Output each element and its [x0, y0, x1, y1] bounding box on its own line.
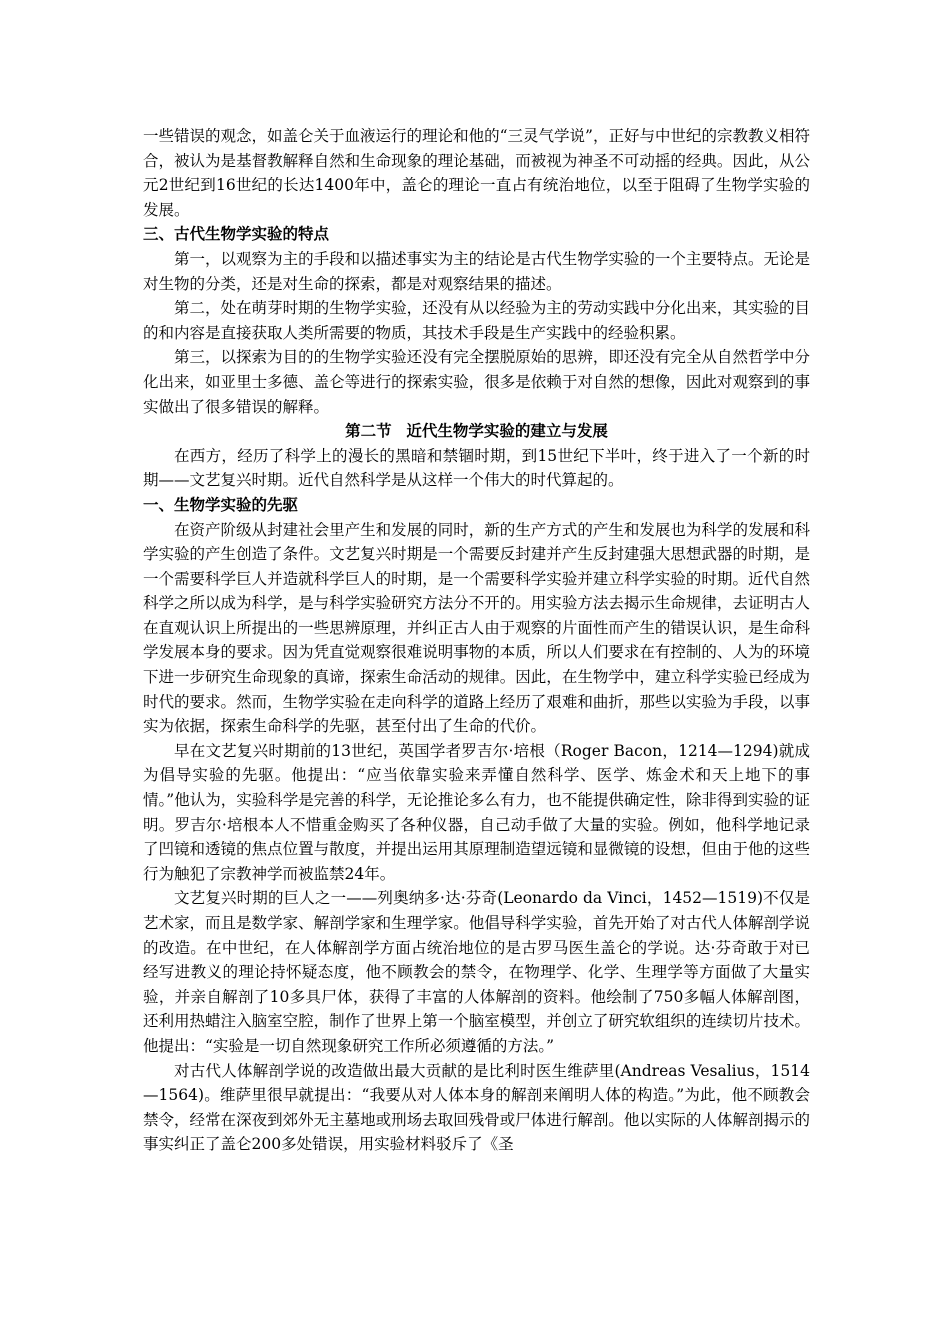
section-heading-pioneers: 一、生物学实验的先驱	[143, 494, 299, 514]
paragraph-da-vinci: 文艺复兴时期的巨人之一——列奥纳多·达·芬奇(Leonardo da Vinci，1452—1519)不仅是艺术家，而且是数学家、解剖学家和生理学家。他倡导科学实验，首先开始了对古代人体解剖学说的改造。在中世纪，在人体解剖学方面占统治地位的是古罗马医生盖仑的学说。达·芬奇敢于对已经写进教义的理论持怀疑态度，他不顾教会的禁令，在物理学、化学、生理学等方面做了大量实验，并亲自解剖了10多具尸体，获得了丰富的人体解剖的资料。他绘制了750多幅人体解剖图，还利用热蜡注入脑室空腔，制作了世界上第一个脑室模型，并创立了研究软组织的连续切片技术。他提出：“实验是一切自然现象研究工作所必须遵循的方法。”	[143, 889, 810, 1055]
paragraph-roger-bacon: 早在文艺复兴时期前的13世纪，英国学者罗吉尔·培根（Roger Bacon，1214—1294)就成为倡导实验的先驱。他提出：“应当依靠实验来弄懂自然科学、医学、炼金术和天上地下的事情。”他认为，实验科学是完善的科学，无论推论多么有力，也不能提供确定性，除非得到实验的证明。罗吉尔·培根本人不惜重金购买了各种仪器，自己动手做了大量的实验。例如，他科学地记录了凹镜和透镜的焦点位置与散度，并提出运用其原理制造望远镜和显微镜的设想，但由于他的这些行为触犯了宗教神学而被监禁24年。	[143, 741, 810, 883]
document-page	[143, 124, 810, 1157]
paragraph-bourgeois-era: 在资产阶级从封建社会里产生和发展的同时，新的生产方式的产生和发展也为科学的发展和科学实验的产生创造了条件。文艺复兴时期是一个需要反封建并产生反封建强大思想武器的时期，是一个需要科学巨人并造就科学巨人的时期，是一个需要科学实验并建立科学实验的时期。近代自然科学之所以成为科学，是与科学实验研究方法分不开的。用实验方法去揭示生命规律，去证明古人在直观认识上所提出的一些思辨原理，并纠正古人由于观察的片面性而产生的错误认识，是生命科学发展本身的要求。因为凭直觉观察很难说明事物的本质，所以人们要求在有控制的、人为的环境下进一步研究生命现象的真谛，探索生命活动的规律。因此，在生物学中，建立科学实验已经成为时代的要求。然而，生物学实验在走向科学的道路上经历了艰难和曲折，那些以实验为手段，以事实为依据，探索生命科学的先驱，甚至付出了生命的代价。	[143, 520, 810, 736]
chapter-title: 第二节 近代生物学实验的建立与发展	[345, 421, 608, 441]
paragraph-renaissance: 在西方，经历了科学上的漫长的黑暗和禁锢时期，到15世纪下半叶，终于进入了一个新的时期——文艺复兴时期。近代自然科学是从这样一个伟大的时代算起的。	[143, 446, 810, 490]
section-heading-characteristics: 三、古代生物学实验的特点	[143, 224, 330, 244]
paragraph-third-characteristic: 第三，以探索为目的的生物学实验还没有完全摆脱原始的思辨，即还没有完全从自然哲学中分化出来，如亚里士多德、盖仑等进行的探索实验，很多是依赖于对自然的想像，因此对观察到的事实做出了很多错误的解释。	[143, 348, 810, 416]
paragraph-vesalius: 对古代人体解剖学说的改造做出最大贡献的是比利时医生维萨里(Andreas Vesalius，1514—1564)。维萨里很早就提出：“我要从对人体本身的解剖来阐明人体的构造。”为此，他不顾教会禁令，经常在深夜到郊外无主墓地或刑场去取回残骨或尸体进行解剖。他以实际的人体解剖揭示的事实纠正了盖仑200多处错误，用实验材料驳斥了《圣	[143, 1061, 810, 1154]
paragraph-intro: 一些错误的观念，如盖仑关于血液运行的理论和他的“三灵气学说”，正好与中世纪的宗教教义相符合，被认为是基督教解释自然和生命现象的理论基础，而被视为神圣不可动摇的经典。因此，从公元2世纪到16世纪的长达1400年中，盖仑的理论一直占有统治地位，以至于阻碍了生物学实验的发展。	[143, 127, 810, 219]
paragraph-first-characteristic: 第一，以观察为主的手段和以描述事实为主的结论是古代生物学实验的一个主要特点。无论是对生物的分类，还是对生命的探索，都是对观察结果的描述。	[143, 249, 810, 293]
paragraph-second-characteristic: 第二，处在萌芽时期的生物学实验，还没有从以经验为主的劳动实践中分化出来，其实验的目的和内容是直接获取人类所需要的物质，其技术手段是生产实践中的经验积累。	[143, 299, 810, 342]
